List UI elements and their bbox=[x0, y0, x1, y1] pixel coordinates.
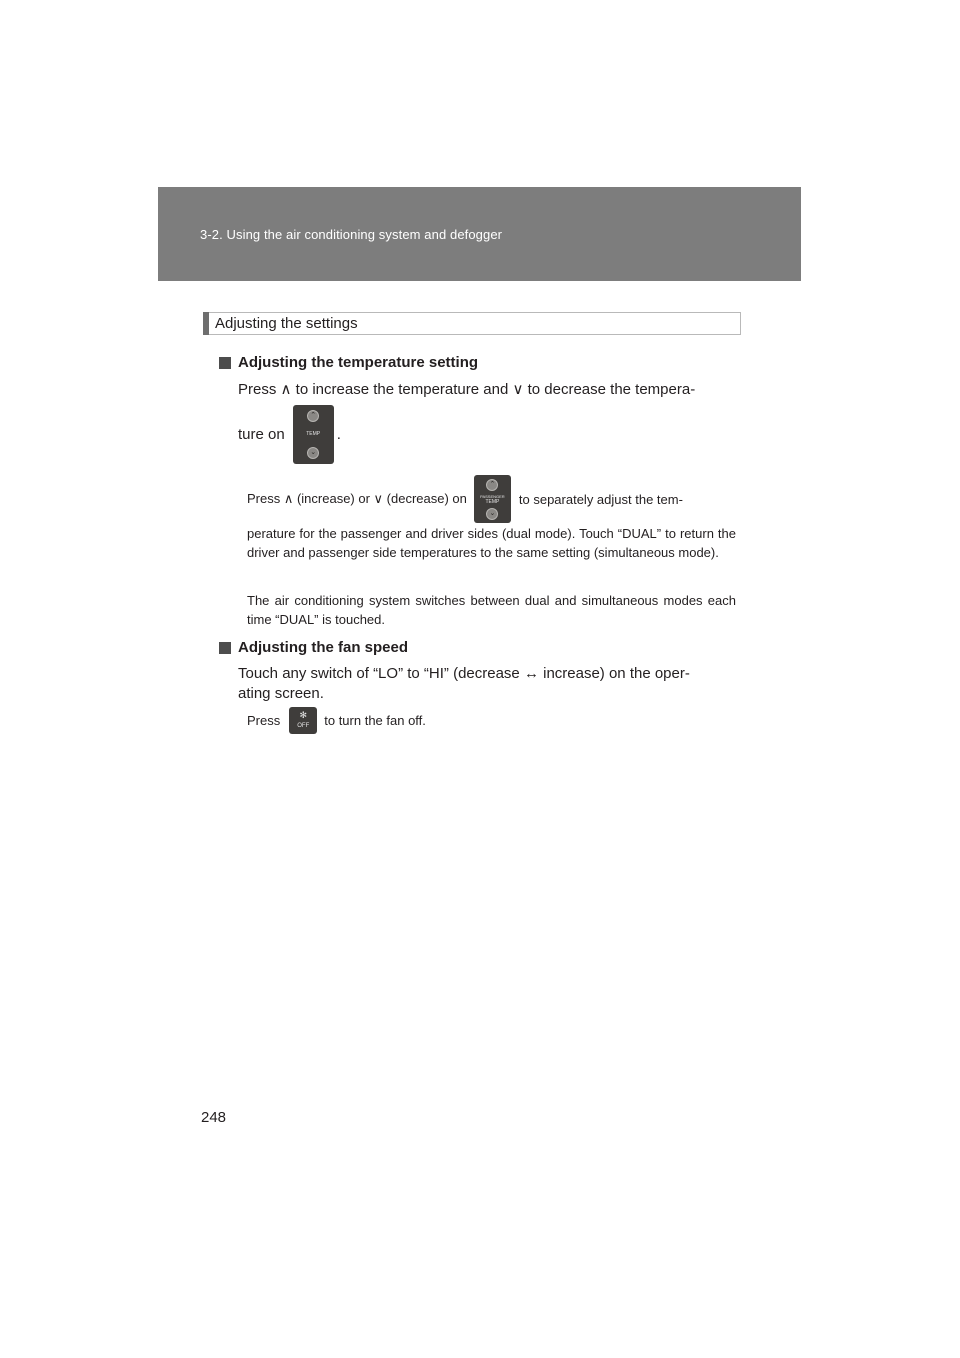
dual-mode-note-rest: perature for the passenger and driver sides (dual mode). Touch “DUAL” to return the driver and passenger side temperatures to the same setting (simultaneous mode). bbox=[247, 526, 736, 560]
section-title-bar bbox=[203, 312, 209, 335]
fan-off-label: OFF bbox=[297, 723, 310, 729]
fan-off-note-prefix: Press bbox=[247, 713, 281, 728]
dual-note-suffix: to separately adjust the tem- bbox=[518, 491, 683, 507]
fan-off-switch-icon bbox=[289, 707, 317, 734]
chevron-up-icon: ⌃ bbox=[486, 479, 498, 491]
temperature-line1: Press ∧ to increase the temperature and ∨ to decrease the tempera- bbox=[238, 381, 696, 398]
section-title-box bbox=[203, 312, 741, 335]
temperature-line2-suffix: . bbox=[336, 426, 341, 443]
chapter-title: 3-2. Using the air conditioning system and defogger bbox=[200, 227, 503, 242]
square-bullet-icon bbox=[219, 357, 231, 369]
mode-switch-note: The air conditioning system switches between dual and simultaneous modes each time “DUAL” is touched. bbox=[247, 593, 736, 627]
temperature-heading-text: Adjusting the temperature setting bbox=[238, 354, 479, 371]
temp-switch-label: TEMP bbox=[306, 431, 321, 437]
dual-note-prefix: Press ∧ (increase) or ∨ (decrease) on bbox=[247, 491, 467, 506]
section-title: Adjusting the settings bbox=[215, 315, 358, 332]
passenger-temp-switch-icon bbox=[474, 475, 511, 523]
square-bullet-icon bbox=[219, 642, 231, 654]
chevron-up-icon: ⌃ bbox=[307, 410, 319, 422]
temperature-heading bbox=[219, 354, 478, 371]
fan-off-note-suffix: to turn the fan off. bbox=[324, 713, 426, 728]
passenger-switch-label: PASSENGER bbox=[480, 494, 505, 499]
temperature-line2-prefix: ture on bbox=[238, 426, 285, 443]
fan-line2: ating screen. bbox=[238, 685, 324, 702]
fan-icon: ✻ bbox=[299, 710, 307, 720]
fan-heading-text: Adjusting the fan speed bbox=[238, 639, 409, 656]
fan-line1: Touch any switch of “LO” to “HI” (decrease ↔ increase) on the oper- bbox=[238, 665, 690, 682]
page-number: 248 bbox=[201, 1109, 227, 1126]
chevron-down-icon: ⌄ bbox=[307, 447, 319, 459]
chapter-header-band bbox=[158, 187, 801, 281]
passenger-switch-label-temp: TEMP bbox=[485, 499, 500, 505]
fan-heading bbox=[219, 639, 408, 656]
temp-switch-icon bbox=[293, 405, 334, 464]
fan-off-note bbox=[247, 707, 426, 734]
temperature-line2 bbox=[238, 405, 341, 464]
dual-mode-note-first-line bbox=[247, 475, 683, 523]
chevron-down-icon: ⌄ bbox=[486, 508, 498, 520]
